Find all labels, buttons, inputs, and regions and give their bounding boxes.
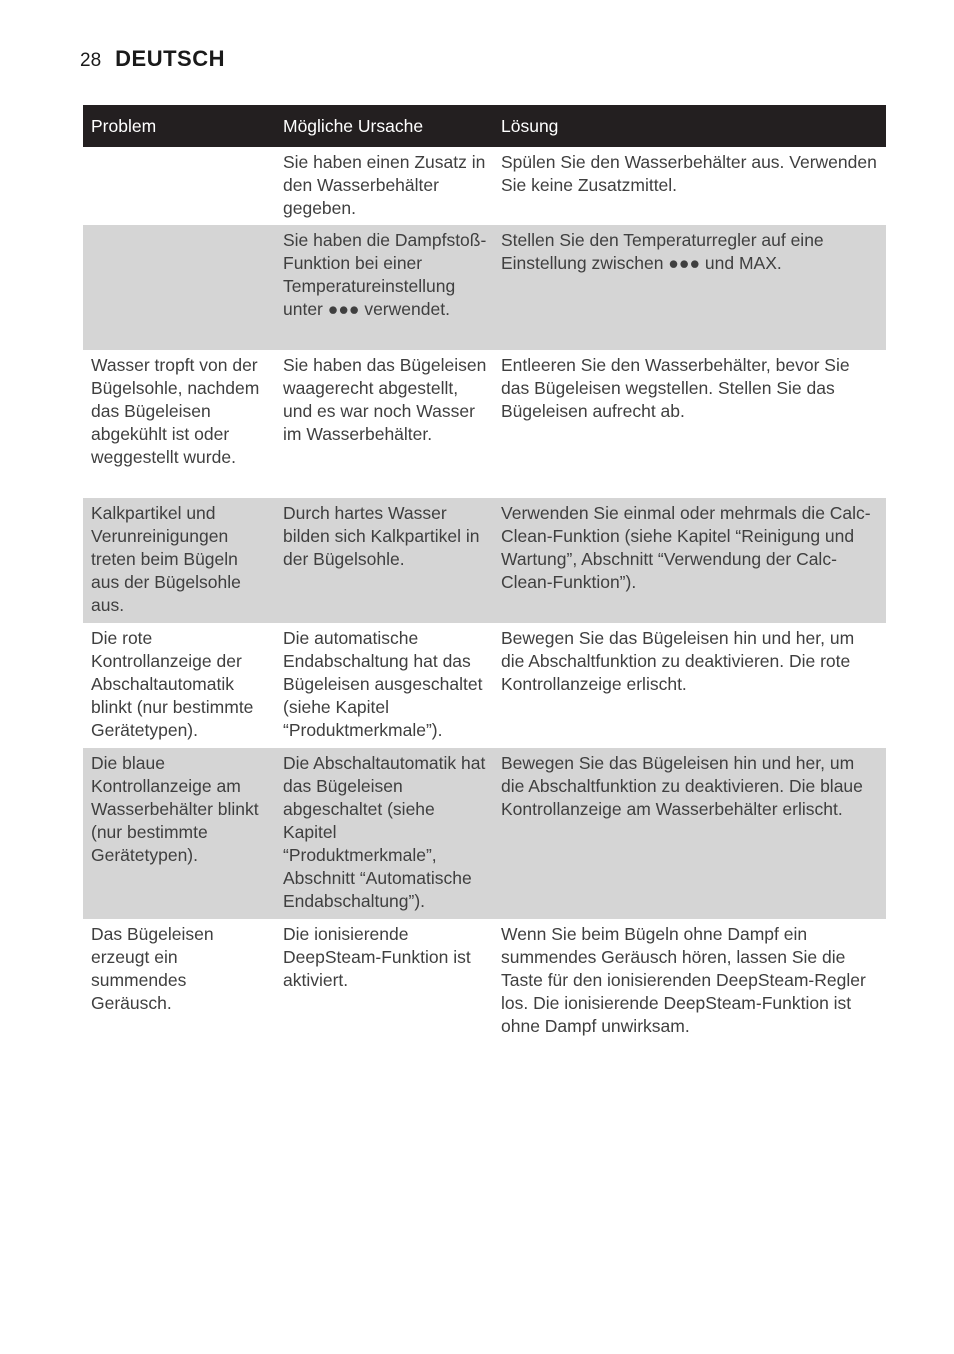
cause-cell: Sie haben einen Zusatz in den Wasserbehälter gegeben. [283, 152, 486, 218]
cause-cell: Die Abschaltautomatik hat das Bügeleisen abgeschaltet (siehe Kapitel “Produktmerkmale”, Abschnitt “Automatische Endabschaltung”). [275, 748, 493, 919]
problem-cell: Das Bügeleisen erzeugt ein summendes Geräusch. [91, 924, 214, 1013]
table-row [83, 498, 886, 623]
problem-cell: Kalkpartikel und Verunreinigungen treten beim Bügeln aus der Bügelsohle aus. [83, 498, 275, 623]
solution-cell: Verwenden Sie einmal oder mehrmals die Calc-Clean-Funktion (siehe Kapitel “Reinigung und Wartung”, Abschnitt “Verwendung der Calc-Clean-Funktion”). [493, 498, 886, 623]
table-header-row [83, 105, 886, 147]
cause-cell: Sie haben das Bügeleisen waagerecht abgestellt, und es war noch Wasser im Wasserbehälter. [283, 355, 487, 444]
header-cause: Mögliche Ursache [275, 105, 493, 147]
header-solution: Lösung [493, 105, 886, 147]
table-row [83, 350, 886, 498]
problem-cell [83, 225, 275, 350]
solution-cell: Wenn Sie beim Bügeln ohne Dampf ein summendes Geräusch hören, lassen Sie die Taste für den ionisierenden DeepSteam-Regler los. Die ionisierende DeepSteam-Funktion ist ohne Dampf unwirksam. [501, 924, 866, 1036]
problem-cell: Wasser tropft von der Bügelsohle, nachdem das Bügeleisen abgekühlt ist oder weggestellt wurde. [91, 355, 260, 467]
table-row [83, 147, 886, 225]
problem-cell: Die rote Kontrollanzeige der Abschaltautomatik blinkt (nur bestimmte Gerätetypen). [91, 628, 254, 740]
cause-cell: Durch hartes Wasser bilden sich Kalkpartikel in der Bügelsohle. [275, 498, 493, 623]
troubleshooting-table [83, 105, 886, 1044]
solution-cell: Spülen Sie den Wasserbehälter aus. Verwenden Sie keine Zusatzmittel. [501, 152, 877, 195]
solution-cell: Entleeren Sie den Wasserbehälter, bevor Sie das Bügeleisen wegstellen. Stellen Sie das Bügeleisen aufrecht ab. [501, 355, 850, 421]
cause-cell: Die ionisierende DeepSteam-Funktion ist aktiviert. [283, 924, 471, 990]
table-row [83, 919, 886, 1044]
solution-cell: Stellen Sie den Temperaturregler auf eine Einstellung zwischen ●●● und MAX. [493, 225, 886, 350]
problem-cell [83, 147, 275, 225]
table-row [83, 623, 886, 748]
header-problem: Problem [83, 105, 275, 147]
cause-cell: Sie haben die Dampfstoß-Funktion bei einer Temperatureinstellung unter ●●● verwendet. [275, 225, 493, 350]
page-language-title: DEUTSCH [115, 46, 225, 71]
page-number: 28 [80, 50, 102, 71]
cause-cell: Die automatische Endabschaltung hat das Bügeleisen ausgeschaltet (siehe Kapitel “Produktmerkmale”). [283, 628, 483, 740]
page-header [80, 46, 225, 72]
problem-cell: Die blaue Kontrollanzeige am Wasserbehälter blinkt (nur bestimmte Gerätetypen). [83, 748, 275, 919]
table-row [83, 748, 886, 919]
solution-cell: Bewegen Sie das Bügeleisen hin und her, um die Abschaltfunktion zu deaktivieren. Die rote Kontrollanzeige erlischt. [501, 628, 855, 694]
table-row [83, 225, 886, 350]
solution-cell: Bewegen Sie das Bügeleisen hin und her, um die Abschaltfunktion zu deaktivieren. Die blaue Kontrollanzeige am Wasserbehälter erlischt. [493, 748, 886, 919]
